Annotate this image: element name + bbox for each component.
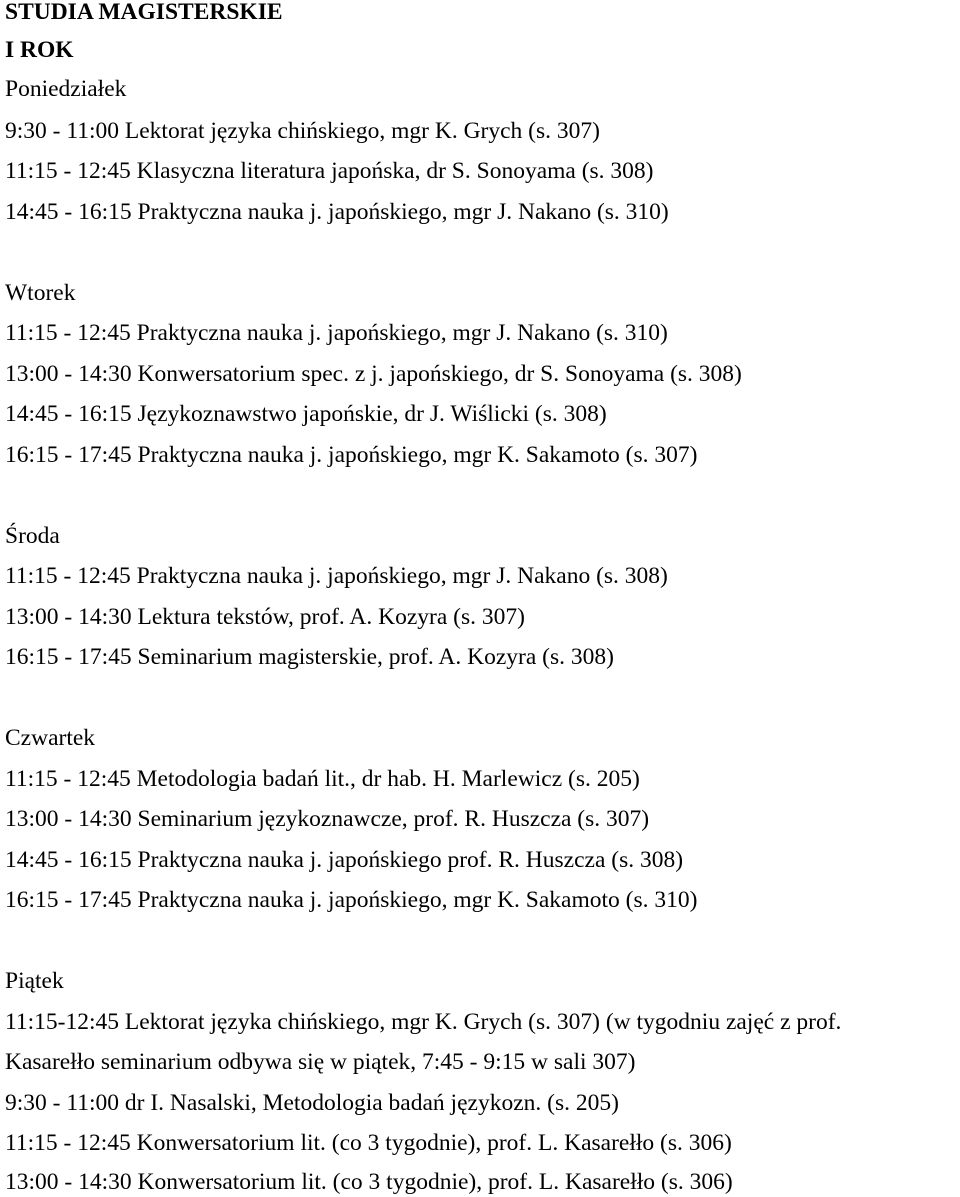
day-heading-friday: Piątek <box>5 968 64 994</box>
schedule-entry: 11:15 - 12:45 Metodologia badań lit., dr hab. H. Marlewicz (s. 205) <box>5 766 640 792</box>
day-heading-monday: Poniedziałek <box>5 76 127 102</box>
schedule-entry: 16:15 - 17:45 Praktyczna nauka j. japońskiego, mgr K. Sakamoto (s. 310) <box>5 887 698 913</box>
schedule-entry: 9:30 - 11:00 Lektorat języka chińskiego, mgr K. Grych (s. 307) <box>5 118 600 144</box>
schedule-entry: 11:15-12:45 Lektorat języka chińskiego, mgr K. Grych (s. 307) (w tygodniu zajęć z prof. <box>5 1009 842 1035</box>
schedule-entry: 13:00 - 14:30 Konwersatorium spec. z j. japońskiego, dr S. Sonoyama (s. 308) <box>5 361 742 387</box>
schedule-entry: 13:00 - 14:30 Konwersatorium lit. (co 3 tygodnie), prof. L. Kasarełło (s. 306) <box>5 1169 733 1195</box>
schedule-entry: 11:15 - 12:45 Klasyczna literatura japońska, dr S. Sonoyama (s. 308) <box>5 158 654 184</box>
schedule-entry: 14:45 - 16:15 Językoznawstwo japońskie, dr J. Wiślicki (s. 308) <box>5 401 607 427</box>
schedule-entry: 14:45 - 16:15 Praktyczna nauka j. japońskiego prof. R. Huszcza (s. 308) <box>5 847 684 873</box>
schedule-entry: 14:45 - 16:15 Praktyczna nauka j. japońskiego, mgr J. Nakano (s. 310) <box>5 199 669 225</box>
schedule-entry: Kasarełło seminarium odbywa się w piątek, 7:45 - 9:15 w sali 307) <box>5 1049 636 1075</box>
schedule-entry: 9:30 - 11:00 dr I. Nasalski, Metodologia badań językozn. (s. 205) <box>5 1090 619 1116</box>
schedule-entry: 11:15 - 12:45 Konwersatorium lit. (co 3 tygodnie), prof. L. Kasarełło (s. 306) <box>5 1130 732 1156</box>
schedule-entry: 13:00 - 14:30 Lektura tekstów, prof. A. Kozyra (s. 307) <box>5 604 525 630</box>
day-heading-tuesday: Wtorek <box>5 280 76 306</box>
day-heading-wednesday: Środa <box>5 523 60 549</box>
schedule-entry: 13:00 - 14:30 Seminarium językoznawcze, prof. R. Huszcza (s. 307) <box>5 806 650 832</box>
schedule-entry: 11:15 - 12:45 Praktyczna nauka j. japońskiego, mgr J. Nakano (s. 308) <box>5 563 668 589</box>
schedule-entry: 16:15 - 17:45 Praktyczna nauka j. japońskiego, mgr K. Sakamoto (s. 307) <box>5 442 698 468</box>
schedule-entry: 11:15 - 12:45 Praktyczna nauka j. japońskiego, mgr J. Nakano (s. 310) <box>5 320 668 346</box>
year-heading: I ROK <box>5 37 74 63</box>
day-heading-thursday: Czwartek <box>5 725 96 751</box>
document-title: STUDIA MAGISTERSKIE <box>5 0 283 25</box>
schedule-entry: 16:15 - 17:45 Seminarium magisterskie, prof. A. Kozyra (s. 308) <box>5 644 614 670</box>
